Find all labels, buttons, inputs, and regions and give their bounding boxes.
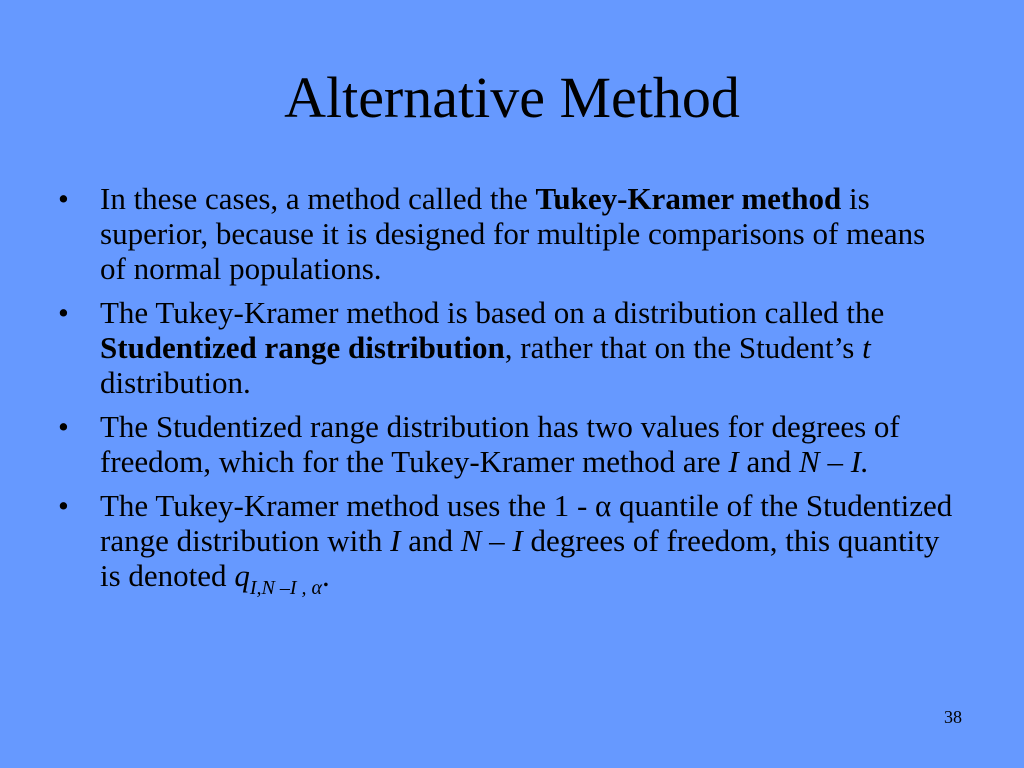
bullet-1-text-before: In these cases, a method called the <box>100 181 536 216</box>
bullet-list <box>58 181 958 607</box>
bullet-2-bold-term: Studentized range distribution <box>100 330 505 365</box>
slide-title: Alternative Method <box>284 65 740 130</box>
q-symbol: q <box>234 558 250 593</box>
bullet-4-italic-n-minus-i: N – I <box>460 523 523 558</box>
bullet-icon: • <box>58 488 69 523</box>
bullet-3-italic-n-minus-i: N – I <box>799 444 862 479</box>
bullet-item-degrees-of-freedom <box>58 409 958 479</box>
bullet-4-italic-i: I <box>390 523 401 558</box>
bullet-item-studentized-range-distribution <box>58 295 958 400</box>
bullet-4-text-before: The Tukey-Kramer method uses the 1 - <box>100 488 596 523</box>
bullet-1-text-after: is superior, because it is designed for multiple comparisons of means of normal populations. <box>100 181 926 286</box>
alpha-symbol: α <box>595 488 612 523</box>
bullet-2-text-before: The Tukey-Kramer method is based on a distribution called the <box>100 295 885 330</box>
bullet-3-and-text: and <box>738 444 800 479</box>
bullet-icon: • <box>58 295 69 330</box>
bullet-3-text-before: The Studentized range distribution has two values for degrees of freedom, which for the Tukey-Kramer method are <box>100 409 900 479</box>
bullet-2-text-after: distribution. <box>100 365 251 400</box>
bullet-2-text-middle: , rather that on the Student’s <box>504 330 863 365</box>
bullet-icon: • <box>58 181 69 216</box>
q-subscript: I,N –I , α <box>249 577 322 599</box>
bullet-item-quantile <box>58 488 958 598</box>
bullet-4-period: . <box>321 558 330 593</box>
bullet-2-italic-t: t <box>862 330 871 365</box>
bullet-1-bold-term: Tukey-Kramer method <box>535 181 842 216</box>
bullet-3-period: . <box>861 444 869 479</box>
bullet-icon: • <box>58 409 69 444</box>
bullet-4-text-after: degrees of freedom, this quantity is denoted <box>100 523 940 593</box>
page-number: 38 <box>944 707 962 727</box>
bullet-3-italic-i: I <box>728 444 739 479</box>
bullet-4-text-middle: quantile of the Studentized range distribution with <box>100 488 953 558</box>
bullet-4-and-text: and <box>400 523 461 558</box>
bullet-item-tukey-kramer-method <box>58 181 958 286</box>
